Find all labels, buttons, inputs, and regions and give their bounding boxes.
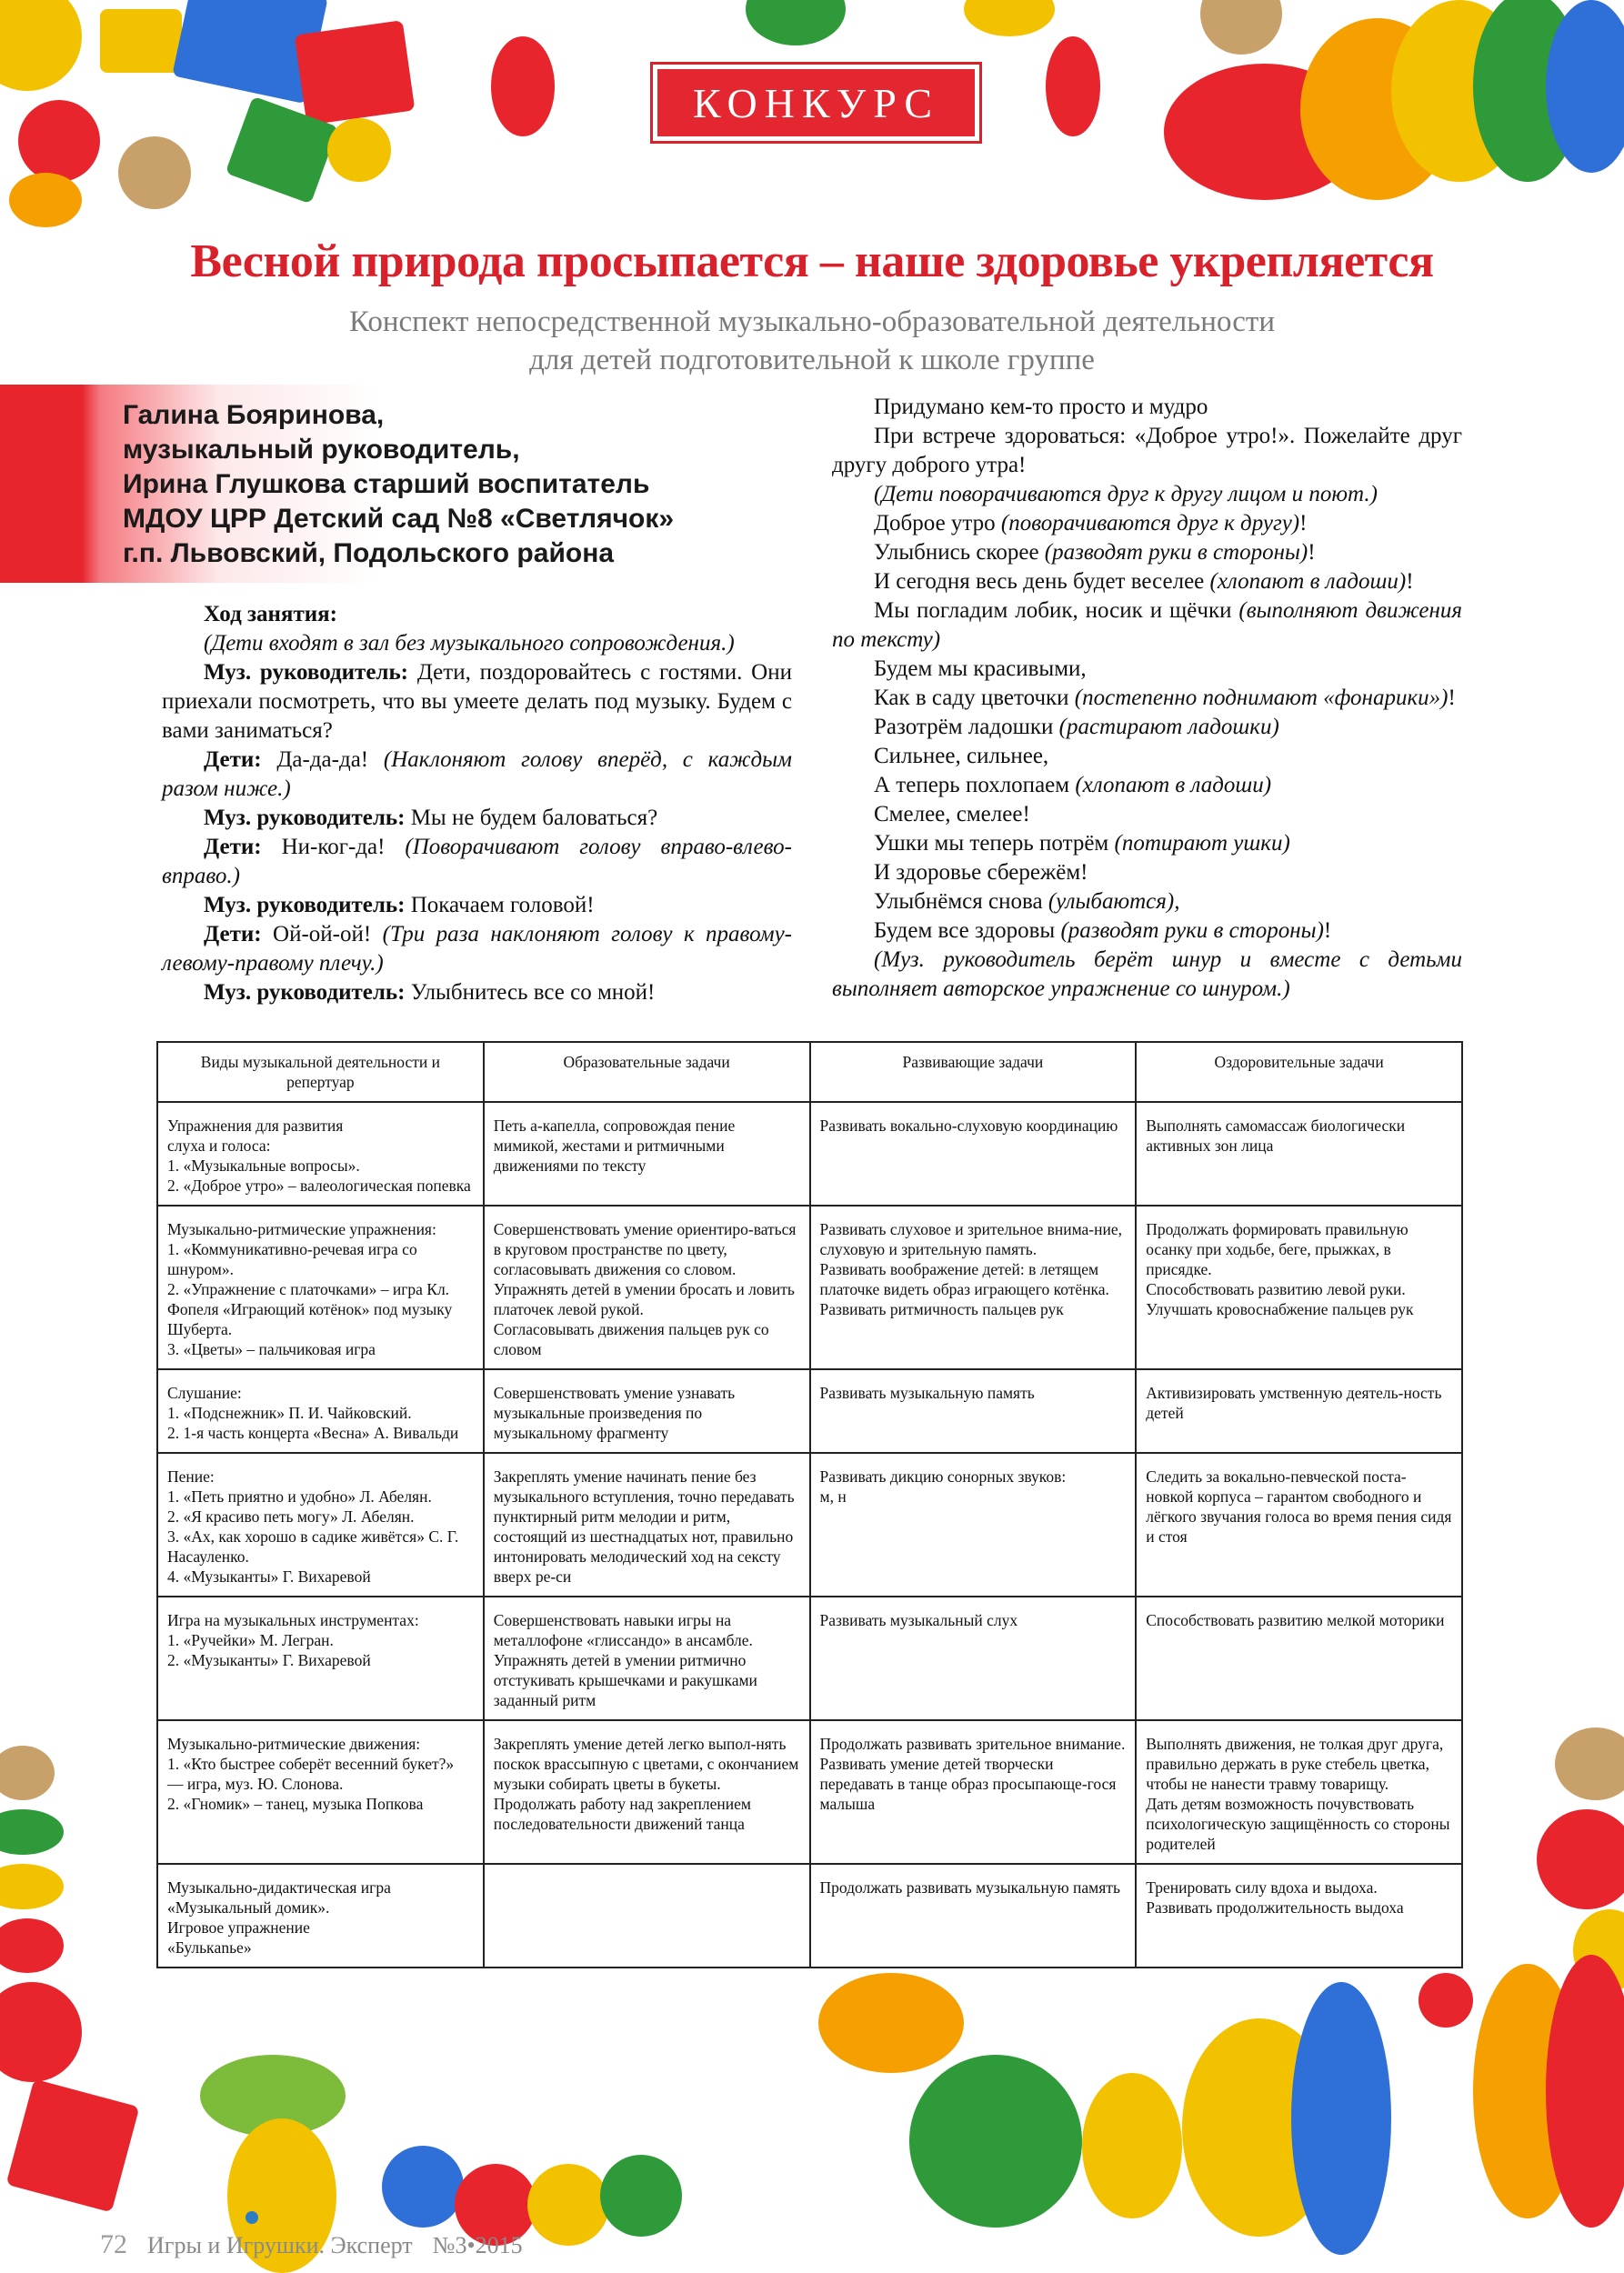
stage-direction: (Муз. руководитель берёт шнур и вместе с детьми выполняет авторское упражнение со шнуром.) — [832, 947, 1462, 1001]
cell-text: Закреплять умение начинать пение без музыкального вступления, точно передавать пунктирный ритм мелодии и ритм, состоящий из шестнадцатых нот, правильно интонировать мелодический ход на сексту вверх ре-си — [493, 1467, 795, 1586]
stage-direction: (разводят руки в стороны) — [1044, 540, 1308, 565]
author-line: Галина Бояринова, — [123, 400, 385, 430]
cell-text: Развивать слуховое и зрительное внима-ние, слуховую и зрительную память. Развивать воображение детей: в летящем платочке видеть образ играющего котёнка. Развивать ритмичность пальцев рук — [819, 1220, 1123, 1318]
dialogue-text: Да-да-да! — [261, 747, 384, 772]
dialogue-line — [162, 920, 792, 978]
speaker-label: Муз. руководитель: — [204, 893, 406, 917]
cell-text: Тренировать силу вдоха и выдоха. Развивать продолжительность выдоха — [1146, 1878, 1404, 1917]
dialogue-text: Улыбнитесь все со мной! — [405, 980, 656, 1005]
song-text: Придумано кем-то просто и мудро — [874, 395, 1208, 419]
song-line — [832, 916, 1462, 946]
stage-direction: (поворачиваются друг к другу) — [1000, 511, 1300, 536]
song-line — [832, 538, 1462, 567]
dialogue-text: Ой-ой-ой! — [261, 922, 383, 946]
section-heading: Ход занятия: — [204, 602, 337, 626]
stage-direction: (растирают ладошки) — [1058, 715, 1279, 739]
toy-border-bottom — [0, 1946, 1624, 2273]
dialogue-line — [162, 804, 792, 833]
table-cell — [810, 1453, 1137, 1597]
table-row — [157, 1720, 1462, 1864]
cell-text: Музыкально-ритмические движения: 1. «Кто быстрее соберёт весенний букет?» — игра, муз. Ю. Слонова. 2. «Гномик» – танец, музыка Попкова — [167, 1735, 455, 1813]
tasks-table — [156, 1041, 1463, 1968]
stage-direction: (Три раза наклоняют голову к правому-левому-правому плечу.) — [162, 922, 792, 976]
speaker-label: Дети: — [204, 835, 262, 859]
stage-direction: (выполняют движения по тексту) — [832, 598, 1462, 652]
section-rubric — [650, 62, 982, 144]
song-text: Разотрём ладошки — [874, 715, 1059, 739]
right-column — [832, 393, 1462, 1004]
table-header-row — [157, 1042, 1462, 1102]
cell-text: Закреплять умение детей легко выпол-нять поскок врассыпную с цветами, с окончанием музыки собирать цветы в букеты. Продолжать работу над закреплением последовательности движений танца — [493, 1735, 799, 1833]
magazine-name: Игры и Игрушки. Эксперт — [147, 2232, 413, 2258]
dialogue-line — [162, 891, 792, 920]
table-header-cell: Развивающие задачи — [810, 1042, 1137, 1102]
stage-direction: (Наклоняют голову вперёд, с каждым разом ниже.) — [162, 747, 792, 801]
song-text: А теперь похлопаем — [874, 773, 1076, 797]
song-text: Смелее, смелее! — [874, 802, 1030, 826]
song-punctuation: ! — [1308, 540, 1316, 565]
song-line — [832, 509, 1462, 538]
dialogue-text: Дети, поздоровайтесь с гостями. Они приехали посмотреть, что вы умеете делать под музыку. Будем с вами заниматься? — [162, 660, 792, 743]
song-text: Будем все здоровы — [874, 918, 1061, 943]
cell-text: Игра на музыкальных инструментах: 1. «Ручейки» М. Легран. 2. «Музыканты» Г. Вихаревой — [167, 1611, 419, 1669]
song-line — [832, 713, 1462, 742]
dialogue — [162, 658, 792, 1007]
stage-direction: (хлопают в ладоши) — [1075, 773, 1272, 797]
table-header-cell: Виды музыкальной деятельности и репертуар — [157, 1042, 484, 1102]
stage-direction: (хлопают в ладоши) — [1209, 569, 1407, 594]
table-cell — [810, 1206, 1137, 1369]
table-cell — [810, 1369, 1137, 1453]
song-text: Мы погладим лобик, носик и щёчки — [874, 598, 1239, 623]
song-text: И сегодня весь день будет веселее — [874, 569, 1210, 594]
left-column — [162, 600, 792, 1007]
cell-text: Петь а-капелла, сопровождая пение мимикой, жестами и ритмичными движениями по тексту — [493, 1116, 736, 1175]
cell-text: Пение: 1. «Петь приятно и удобно» Л. Абелян. 2. «Я красиво петь могу» Л. Абелян. 3. «Ах, как хорошо в садике живётся» С. Г. Насауленко. 4. «Музыканты» Г. Вихаревой — [167, 1467, 459, 1586]
cell-text: Выполнять движения, не толкая друг друга, правильно держать в руке стебель цветка, чтобы не нанести травму товарищу. Дать детям возможность почувствовать психологическую защищённость со стороны родителей — [1146, 1735, 1450, 1853]
song-punctuation: ! — [1299, 511, 1308, 536]
table-cell — [1136, 1206, 1462, 1369]
cell-text: Совершенствовать умение ориентиро-ваться в круговом пространстве по цвету, согласовывать движения со словом. Упражнять детей в умении бросать и ловить платочек левой рукой. Согласовывать движения пальцев рук со словом — [493, 1220, 797, 1358]
issue-number: №3•2015 — [432, 2232, 523, 2258]
author-line: г.п. Львовский, Подольского района — [123, 538, 615, 568]
song-line — [832, 829, 1462, 858]
song-line — [832, 480, 1462, 509]
author-line: МДОУ ЦРР Детский сад №8 «Светлячок» — [123, 504, 675, 534]
song-line — [832, 771, 1462, 800]
cell-text: Совершенствовать умение узнавать музыкальные произведения по музыкальному фрагменту — [493, 1384, 736, 1442]
subtitle-line: для детей подготовительной к школе группе — [529, 344, 1095, 376]
table-cell — [484, 1102, 810, 1206]
dialogue-text: Покачаем головой! — [405, 893, 595, 917]
subtitle-line: Конспект непосредственной музыкально-образовательной деятельности — [348, 305, 1276, 338]
stage-direction: (Поворачивают голову вправо-влево-вправо.) — [162, 835, 792, 888]
cell-text: Продолжать развивать музыкальную память — [819, 1878, 1120, 1897]
speaker-label: Муз. руководитель: — [204, 806, 406, 830]
table-header-cell: Образовательные задачи — [484, 1042, 810, 1102]
speaker-label: Дети: — [204, 922, 262, 946]
song-text: Будем мы красивыми, — [874, 656, 1087, 681]
stage-direction: (Дети поворачиваются друг к другу лицом и поют.) — [874, 482, 1378, 506]
table-cell — [484, 1720, 810, 1864]
cell-text: Выполнять самомассаж биологически активных зон лица — [1146, 1116, 1406, 1155]
author-line: Ирина Глушкова старший воспитатель — [123, 469, 650, 499]
song-line — [832, 946, 1462, 1004]
stage-direction: (потирают ушки) — [1114, 831, 1290, 856]
table-cell — [810, 1102, 1137, 1206]
song-punctuation: ! — [1448, 686, 1456, 710]
cell-text: Слушание: 1. «Подснежник» П. И. Чайковский. 2. 1-я часть концерта «Весна» А. Вивальди — [167, 1384, 459, 1442]
table-cell — [157, 1206, 484, 1369]
article-title: Весной природа просыпается – наше здоровье укрепляется — [190, 235, 1434, 287]
dialogue-line — [162, 658, 792, 746]
dialogue-line — [162, 833, 792, 891]
table-cell — [1136, 1453, 1462, 1597]
table-row — [157, 1369, 1462, 1453]
table-cell — [484, 1369, 810, 1453]
dialogue-text: Мы не будем баловаться? — [405, 806, 658, 830]
song-line — [832, 684, 1462, 713]
song-text: И здоровье сбережём! — [874, 860, 1088, 885]
speaker-label: Муз. руководитель: — [204, 660, 409, 685]
song-line — [832, 596, 1462, 655]
table-cell — [1136, 1720, 1462, 1864]
song-text: При встрече здороваться: «Доброе утро!». Пожелайте друг другу доброго утра! — [832, 424, 1462, 477]
author-line: музыкальный руководитель, — [123, 435, 520, 465]
table-header-cell: Оздоровительные задачи — [1136, 1042, 1462, 1102]
table-cell — [157, 1453, 484, 1597]
song-line — [832, 655, 1462, 684]
song-text: Ушки мы теперь потрём — [874, 831, 1115, 856]
dialogue-line — [162, 746, 792, 804]
cell-text: Развивать дикцию сонорных звуков: м, н — [819, 1467, 1067, 1506]
table-row — [157, 1453, 1462, 1597]
song-line — [832, 742, 1462, 771]
cell-text: Совершенствовать навыки игры на металлофоне «глиссандо» в ансамбле. Упражнять детей в умении ритмично отстукивать крышечками и ракушками заданный ритм — [493, 1611, 757, 1709]
table-cell — [1136, 1369, 1462, 1453]
song-text: Улыбнись скорее — [874, 540, 1045, 565]
table-row — [157, 1102, 1462, 1206]
cell-text: Продолжать формировать правильную осанку при ходьбе, беге, прыжках, в присядке. Способствовать развитию левой руки. Улучшать кровоснабжение пальцев рук — [1146, 1220, 1414, 1318]
table-cell — [810, 1864, 1137, 1968]
song-line — [832, 800, 1462, 829]
table-cell — [1136, 1597, 1462, 1720]
table-cell — [810, 1597, 1137, 1720]
song-punctuation: ! — [1406, 569, 1414, 594]
speaker-label: Муз. руководитель: — [204, 980, 406, 1005]
table-cell — [484, 1597, 810, 1720]
table-cell — [484, 1206, 810, 1369]
cell-text: Упражнения для развития слуха и голоса: 1. «Музыкальные вопросы». 2. «Доброе утро» – валеологическая попевка — [167, 1116, 471, 1195]
cell-text: Активизировать умственную деятель-ность детей — [1146, 1384, 1442, 1422]
table-cell — [157, 1720, 484, 1864]
stage-direction: (постепенно поднимают «фонарики») — [1074, 686, 1449, 710]
song-punctuation: ! — [1323, 918, 1332, 943]
cell-text: Способствовать развитию мелкой моторики — [1146, 1611, 1445, 1629]
cell-text: Следить за вокально-певческой поста-новкой корпуса – гарантом свободного и лёгкого звучания голоса во время пения сидя и стоя — [1146, 1467, 1452, 1546]
table-row — [157, 1864, 1462, 1968]
page-footer — [100, 2229, 737, 2260]
cell-text: Развивать музыкальный слух — [819, 1611, 1018, 1629]
speaker-label: Дети: — [204, 747, 262, 772]
song-text: Сильнее, сильнее, — [874, 744, 1049, 768]
table-cell — [157, 1369, 484, 1453]
song-text: Как в саду цветочки — [874, 686, 1075, 710]
author-block — [123, 398, 814, 571]
stage-direction: (разводят руки в стороны) — [1060, 918, 1324, 943]
cell-text: Музыкально-дидактическая игра «Музыкальный домик». Игровое упражнение «Булькanье» — [167, 1878, 391, 1957]
table-cell — [157, 1597, 484, 1720]
rubric-label: КОНКУРС — [657, 69, 975, 136]
song-line — [832, 858, 1462, 887]
cell-text: Развивать музыкальную память — [819, 1384, 1035, 1402]
stage-direction: (улыбаются), — [1048, 889, 1180, 914]
cell-text: Развивать вокально-слуховую координацию — [819, 1116, 1118, 1135]
page-number: 72 — [100, 2229, 127, 2259]
song-line — [832, 887, 1462, 916]
stage-direction: (Дети входят в зал без музыкального сопровождения.) — [204, 631, 735, 656]
table-cell — [1136, 1102, 1462, 1206]
table-cell — [484, 1864, 810, 1968]
dialogue-text: Ни-ког-да! — [261, 835, 406, 859]
dialogue-line — [162, 978, 792, 1007]
article-subtitle — [0, 303, 1624, 379]
song-text: Доброе утро — [874, 511, 1001, 536]
table-row — [157, 1597, 1462, 1720]
song-line — [832, 422, 1462, 480]
table-cell — [157, 1864, 484, 1968]
table-cell — [484, 1453, 810, 1597]
song-line — [832, 567, 1462, 596]
song-line — [832, 393, 1462, 422]
cell-text: Музыкально-ритмические упражнения: 1. «Коммуникативно-речевая игра со шнуром». 2. «Упражнение с платочками» – игра Кл. Фопеля «Играющий котёнок» под музыку Шуберта. 3. «Цветы» – пальчиковая игра — [167, 1220, 453, 1358]
table-cell — [157, 1102, 484, 1206]
song-text: Улыбнёмся снова — [874, 889, 1048, 914]
table-row — [157, 1206, 1462, 1369]
cell-text: Продолжать развивать зрительное внимание. Развивать умение детей творчески передавать в танце образ просыпающе-гося малыша — [819, 1735, 1126, 1813]
table-cell — [810, 1720, 1137, 1864]
magazine-logo-icon — [246, 2211, 258, 2224]
table-cell — [1136, 1864, 1462, 1968]
